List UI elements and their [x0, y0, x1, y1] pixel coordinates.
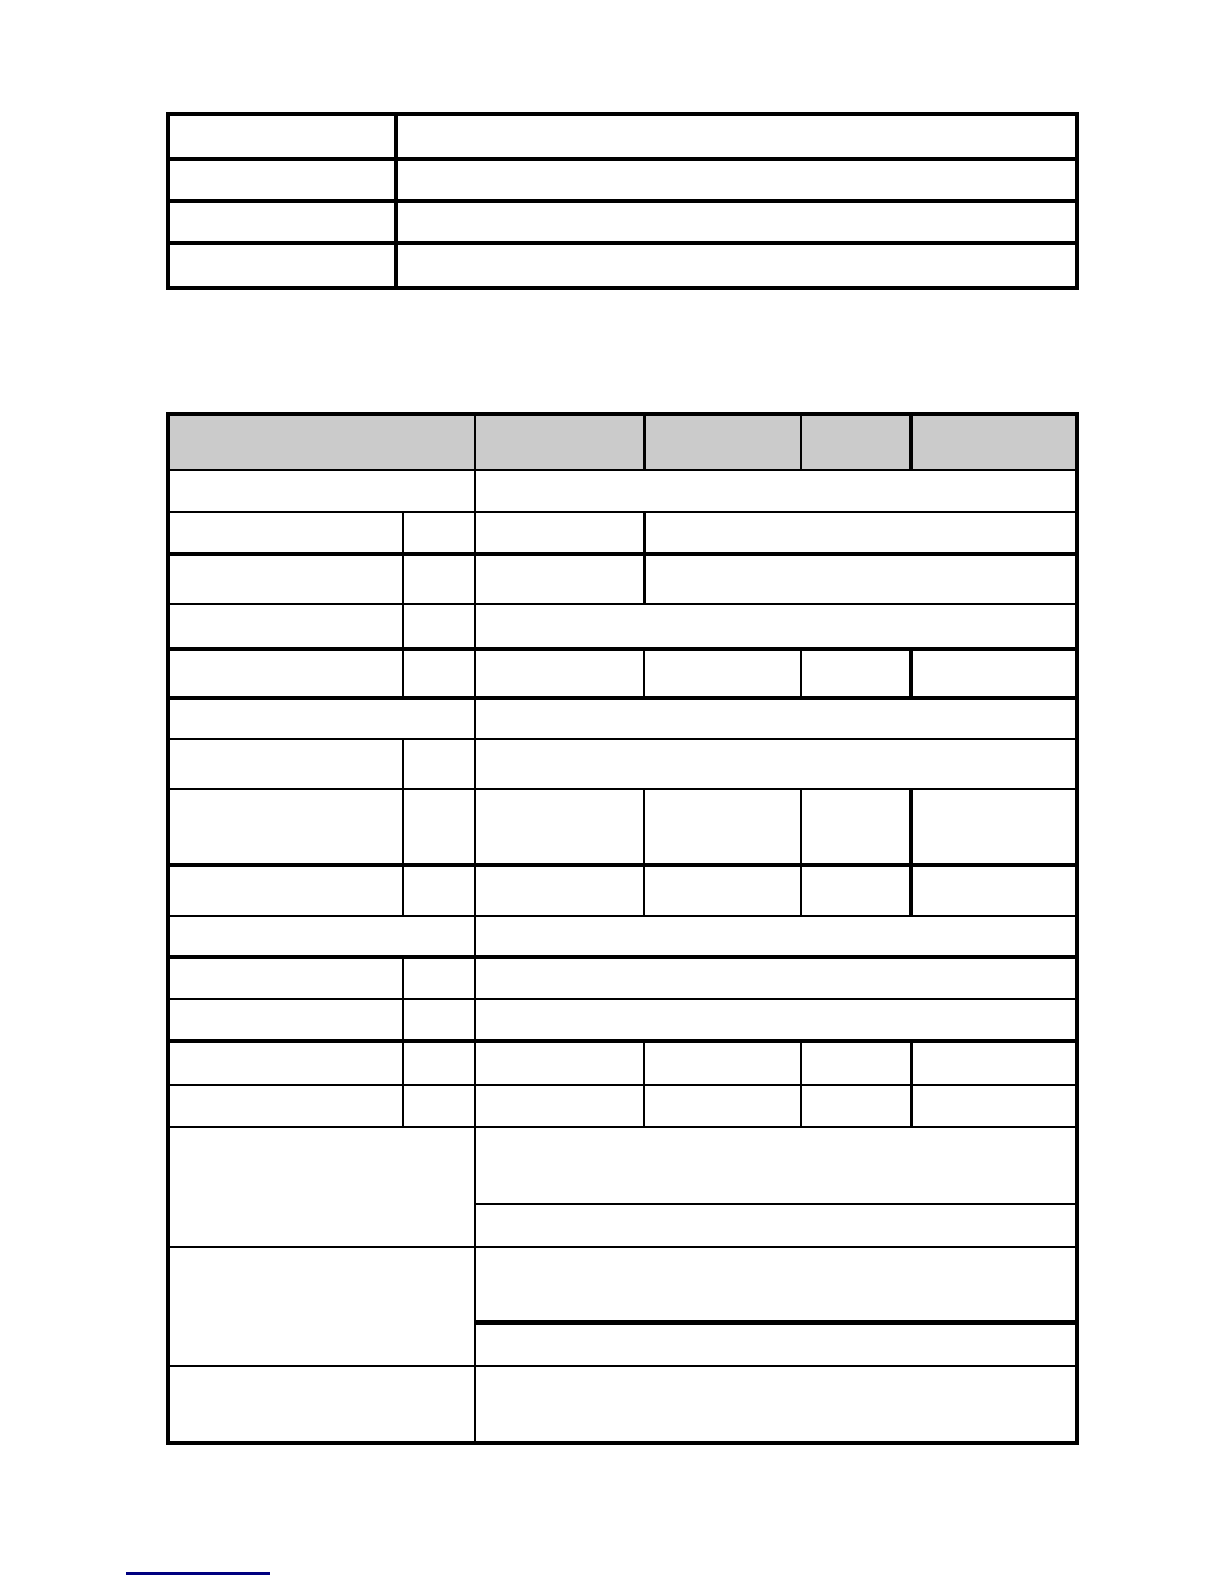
table-row	[168, 1127, 1077, 1204]
small-cell	[403, 604, 475, 649]
label-cell	[168, 698, 475, 739]
header-cell	[911, 414, 1077, 470]
table-row	[168, 604, 1077, 649]
header-cell	[644, 414, 801, 470]
value-cell	[801, 789, 911, 865]
label-cell	[168, 1085, 403, 1127]
small-cell	[403, 789, 475, 865]
label-cell	[168, 159, 396, 201]
label-cell	[168, 789, 403, 865]
value-cell	[396, 114, 1077, 159]
value-cell	[475, 554, 644, 604]
value-cell	[475, 698, 1077, 739]
value-cell	[475, 1085, 644, 1127]
top-table	[166, 112, 1079, 290]
value-cell	[475, 1041, 644, 1085]
label-cell	[168, 1127, 475, 1247]
small-cell	[403, 1041, 475, 1085]
label-cell	[168, 604, 403, 649]
table-row	[168, 1247, 1077, 1322]
label-cell	[168, 554, 403, 604]
table-row	[168, 243, 1077, 288]
value-cell	[396, 159, 1077, 201]
value-cell	[644, 512, 1077, 554]
value-cell	[911, 1085, 1077, 1127]
small-cell	[403, 649, 475, 698]
label-cell	[168, 739, 403, 789]
table-row	[168, 201, 1077, 243]
value-cell	[911, 1041, 1077, 1085]
header-cell	[475, 414, 644, 470]
table-row	[168, 1366, 1077, 1443]
value-cell	[475, 999, 1077, 1041]
value-cell	[475, 739, 1077, 789]
value-cell	[475, 470, 1077, 512]
value-cell	[475, 865, 644, 916]
footnote-rule	[126, 1572, 270, 1575]
value-cell	[475, 604, 1077, 649]
value-cell	[801, 1041, 911, 1085]
value-cell	[475, 916, 1077, 957]
small-cell	[403, 554, 475, 604]
value-cell	[396, 201, 1077, 243]
small-cell	[403, 739, 475, 789]
value-cell	[644, 1041, 801, 1085]
label-cell	[168, 470, 475, 512]
label-cell	[168, 999, 403, 1041]
value-cell	[644, 649, 801, 698]
value-cell	[644, 554, 1077, 604]
value-cell	[911, 789, 1077, 865]
table-row	[168, 1041, 1077, 1085]
value-cell	[801, 1085, 911, 1127]
value-cell	[644, 865, 801, 916]
label-cell	[168, 916, 475, 957]
value-cell	[911, 649, 1077, 698]
header-cell	[801, 414, 911, 470]
label-cell	[168, 1366, 475, 1443]
table-row	[168, 698, 1077, 739]
header-row	[168, 414, 1077, 470]
table-row	[168, 1085, 1077, 1127]
table-row	[168, 512, 1077, 554]
value-cell	[475, 1127, 1077, 1204]
label-cell	[168, 957, 403, 999]
table-row	[168, 789, 1077, 865]
label-cell	[168, 512, 403, 554]
small-cell	[403, 957, 475, 999]
label-cell	[168, 865, 403, 916]
table-row	[168, 470, 1077, 512]
value-cell	[911, 865, 1077, 916]
label-cell	[168, 201, 396, 243]
value-cell	[475, 957, 1077, 999]
table-row	[168, 114, 1077, 159]
small-cell	[403, 999, 475, 1041]
value-cell	[396, 243, 1077, 288]
value-cell	[644, 789, 801, 865]
label-cell	[168, 1041, 403, 1085]
value-cell	[475, 512, 644, 554]
main-table	[166, 412, 1079, 1445]
value-cell	[475, 789, 644, 865]
label-cell	[168, 649, 403, 698]
value-cell	[475, 1204, 1077, 1247]
table-row	[168, 999, 1077, 1041]
header-cell	[168, 414, 475, 470]
value-cell	[801, 865, 911, 916]
value-cell	[475, 1247, 1077, 1322]
small-cell	[403, 512, 475, 554]
table-row	[168, 739, 1077, 789]
value-cell	[644, 1085, 801, 1127]
table-row	[168, 649, 1077, 698]
value-cell	[475, 1366, 1077, 1443]
value-cell	[475, 649, 644, 698]
table-row	[168, 159, 1077, 201]
small-cell	[403, 865, 475, 916]
value-cell	[801, 649, 911, 698]
small-cell	[403, 1085, 475, 1127]
table-row	[168, 957, 1077, 999]
table-row	[168, 554, 1077, 604]
table-row	[168, 916, 1077, 957]
label-cell	[168, 114, 396, 159]
table-row	[168, 865, 1077, 916]
label-cell	[168, 243, 396, 288]
value-cell	[475, 1322, 1077, 1366]
label-cell	[168, 1247, 475, 1366]
